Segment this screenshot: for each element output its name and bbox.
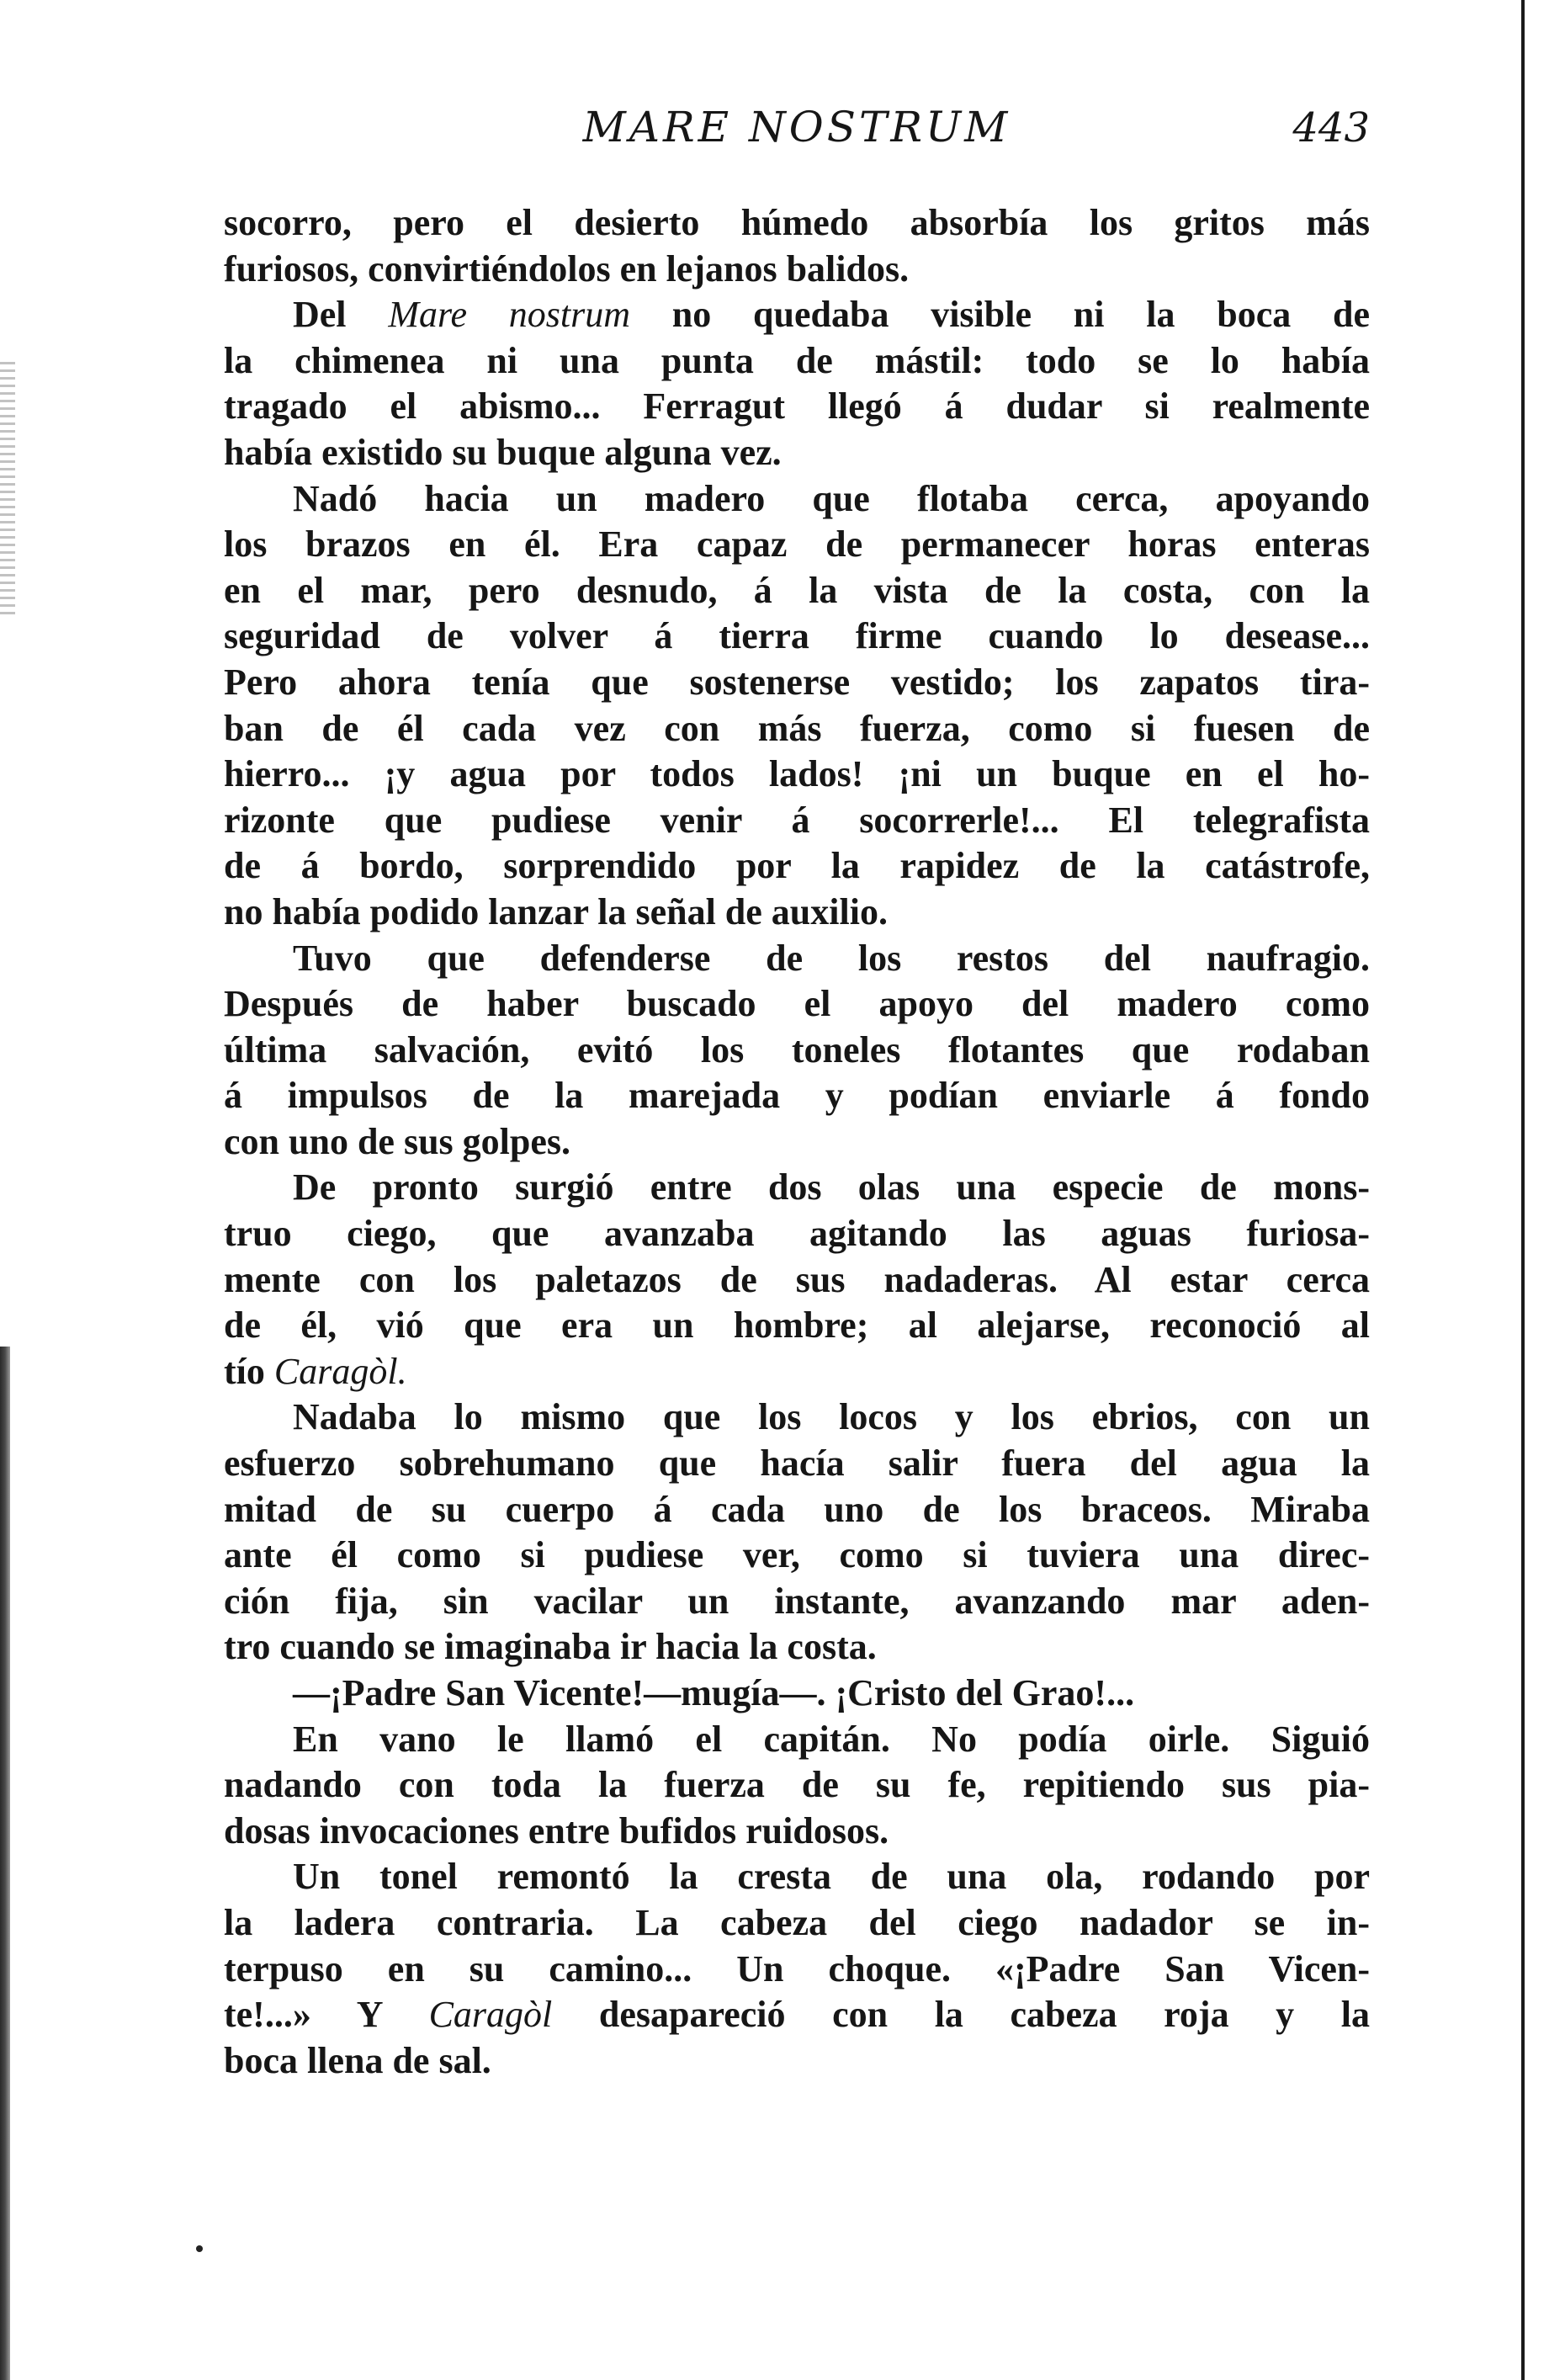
text-line xyxy=(224,1762,1370,1809)
text-run: te!...» Y xyxy=(224,1994,429,2036)
text-run: desapareció con la cabeza roja y la xyxy=(552,1994,1371,2036)
text-run: esfuerzo sobrehumano que hacía salir fuera del agua la xyxy=(224,1442,1370,1485)
text-line xyxy=(224,1947,1370,1993)
italic-text: Mare nostrum xyxy=(388,294,631,336)
text-line xyxy=(224,338,1370,385)
text-run: en el mar, pero desnudo, á la vista de la costa, con la xyxy=(224,569,1370,611)
text-line xyxy=(224,981,1370,1028)
text-line xyxy=(224,1809,1370,1855)
text-line xyxy=(224,752,1370,798)
text-run: mente con los paletazos de sus nadaderas. Al estar cerca xyxy=(224,1258,1370,1300)
text-run: nadando con toda la fuerza de su fe, repitiendo sus pia- xyxy=(224,1764,1370,1806)
text-run: De pronto surgió entre dos olas una especie de mons- xyxy=(293,1166,1370,1209)
text-line xyxy=(224,1624,1370,1671)
ink-speck xyxy=(196,2245,203,2252)
paragraph xyxy=(224,292,1370,475)
text-run: boca llena de sal. xyxy=(224,2039,491,2081)
text-run: la chimenea ni una punta de mástil: todo se lo había xyxy=(224,339,1370,381)
text-run: no había podido lanzar la señal de auxilio. xyxy=(224,890,888,932)
paragraph xyxy=(224,1717,1370,1855)
text-line xyxy=(224,384,1370,430)
text-line xyxy=(224,1395,1370,1441)
text-line xyxy=(224,1992,1370,2038)
text-line xyxy=(224,1119,1370,1166)
text-line xyxy=(224,200,1370,247)
text-line xyxy=(224,1671,1370,1717)
text-line xyxy=(224,1028,1370,1074)
text-line xyxy=(224,476,1370,523)
text-line xyxy=(224,1303,1370,1349)
text-line xyxy=(224,1579,1370,1625)
text-line xyxy=(224,430,1370,476)
paragraph xyxy=(224,1671,1370,1717)
text-line xyxy=(224,1165,1370,1211)
text-line xyxy=(224,1441,1370,1487)
paragraph xyxy=(224,936,1370,1166)
text-run: de á bordo, sorprendido por la rapidez de la catástrofe, xyxy=(224,845,1370,887)
text-run: truo ciego, que avanzaba agitando las aguas furiosa- xyxy=(224,1213,1370,1255)
text-run: Tuvo que defenderse de los restos del naufragio. xyxy=(293,937,1370,979)
page-header xyxy=(224,103,1370,162)
page-right-border xyxy=(1521,0,1525,2380)
text-line xyxy=(224,614,1370,660)
text-line xyxy=(224,1900,1370,1947)
text-line xyxy=(224,1487,1370,1533)
text-run: socorro, pero el desierto húmedo absorbía los gritos más xyxy=(224,202,1370,243)
text-run: Un tonel remontó la cresta de una ola, rodando por xyxy=(293,1856,1370,1898)
text-run: no quedaba visible ni la boca de xyxy=(630,294,1371,336)
text-run: había existido su buque alguna vez. xyxy=(224,431,782,473)
italic-text: Caragòl. xyxy=(273,1350,407,1392)
text-line xyxy=(224,1257,1370,1304)
text-run: terpuso en su camino... Un choque. «¡Padre San Vicen- xyxy=(224,1947,1370,1990)
text-run: Después de haber buscado el apoyo del madero como xyxy=(224,983,1370,1025)
text-line xyxy=(224,1349,1370,1395)
paragraph xyxy=(224,1395,1370,1671)
paragraph xyxy=(224,476,1370,936)
text-run: —¡Padre San Vicente!—mugía—. ¡Cristo del Grao!... xyxy=(293,1672,1135,1713)
text-line xyxy=(224,1211,1370,1257)
text-line xyxy=(224,936,1370,982)
text-line xyxy=(224,1717,1370,1763)
text-run: mitad de su cuerpo á cada uno de los braceos. Miraba xyxy=(224,1488,1370,1530)
text-run: de él, vió que era un hombre; al alejarse, reconoció al xyxy=(224,1304,1370,1347)
paragraph xyxy=(224,1165,1370,1395)
text-run: tío xyxy=(224,1350,274,1392)
text-line xyxy=(224,568,1370,614)
text-line xyxy=(224,1533,1370,1579)
text-run: última salvación, evitó los toneles flotantes que rodaban xyxy=(224,1028,1370,1070)
text-run: ción fija, sin vacilar un instante, avanzando mar aden- xyxy=(224,1580,1370,1622)
text-line xyxy=(224,1073,1370,1119)
text-run: seguridad de volver á tierra firme cuando lo desease... xyxy=(224,615,1370,657)
text-line xyxy=(224,1854,1370,1900)
text-line xyxy=(224,522,1370,568)
text-run: rizonte que pudiese venir á socorrerle!... El telegrafista xyxy=(224,799,1370,841)
text-run: furiosos, convirtiéndolos en lejanos balidos. xyxy=(224,247,910,290)
page-edge-shadow xyxy=(0,362,15,614)
page-number: 443 xyxy=(1292,104,1370,151)
italic-text: Caragòl xyxy=(428,1994,553,2036)
text-run: Del xyxy=(293,294,389,336)
text-run: tragado el abismo... Ferragut llegó á dudar si realmente xyxy=(224,385,1370,428)
text-line xyxy=(224,843,1370,890)
text-run: hierro... ¡y agua por todos lados! ¡ni un buque en el ho- xyxy=(224,753,1370,795)
paragraph xyxy=(224,200,1370,292)
running-title: MARE NOSTRUM xyxy=(582,103,1011,151)
text-run: con uno de sus golpes. xyxy=(224,1120,571,1162)
text-line xyxy=(224,890,1370,936)
text-line xyxy=(224,798,1370,844)
page-binding-edge xyxy=(0,1347,10,2380)
text-line xyxy=(224,706,1370,752)
text-run: dosas invocaciones entre bufidos ruidosos. xyxy=(224,1809,889,1851)
text-line xyxy=(224,2038,1370,2085)
text-run: ban de él cada vez con más fuerza, como si fuesen de xyxy=(224,707,1370,749)
text-run: la ladera contraria. La cabeza del ciego nadador se in- xyxy=(224,1901,1370,1943)
text-run: ante él como si pudiese ver, como si tuviera una direc- xyxy=(224,1534,1370,1576)
paragraph xyxy=(224,1854,1370,2084)
text-run: En vano le llamó el capitán. No podía oirle. Siguió xyxy=(293,1718,1370,1760)
text-line xyxy=(224,660,1370,706)
body-text xyxy=(224,200,1370,2084)
text-line xyxy=(224,247,1370,293)
text-line xyxy=(224,292,1370,338)
text-run: Nadaba lo mismo que los locos y los ebrios, con un xyxy=(293,1396,1370,1438)
text-run: Pero ahora tenía que sostenerse vestido; los zapatos tira- xyxy=(224,661,1370,703)
text-run: á impulsos de la marejada y podían enviarle á fondo xyxy=(224,1075,1370,1117)
text-run: Nadó hacia un madero que flotaba cerca, apoyando xyxy=(293,477,1370,519)
text-run: los brazos en él. Era capaz de permanecer horas enteras xyxy=(224,523,1370,566)
text-run: tro cuando se imaginaba ir hacia la costa. xyxy=(224,1626,877,1668)
